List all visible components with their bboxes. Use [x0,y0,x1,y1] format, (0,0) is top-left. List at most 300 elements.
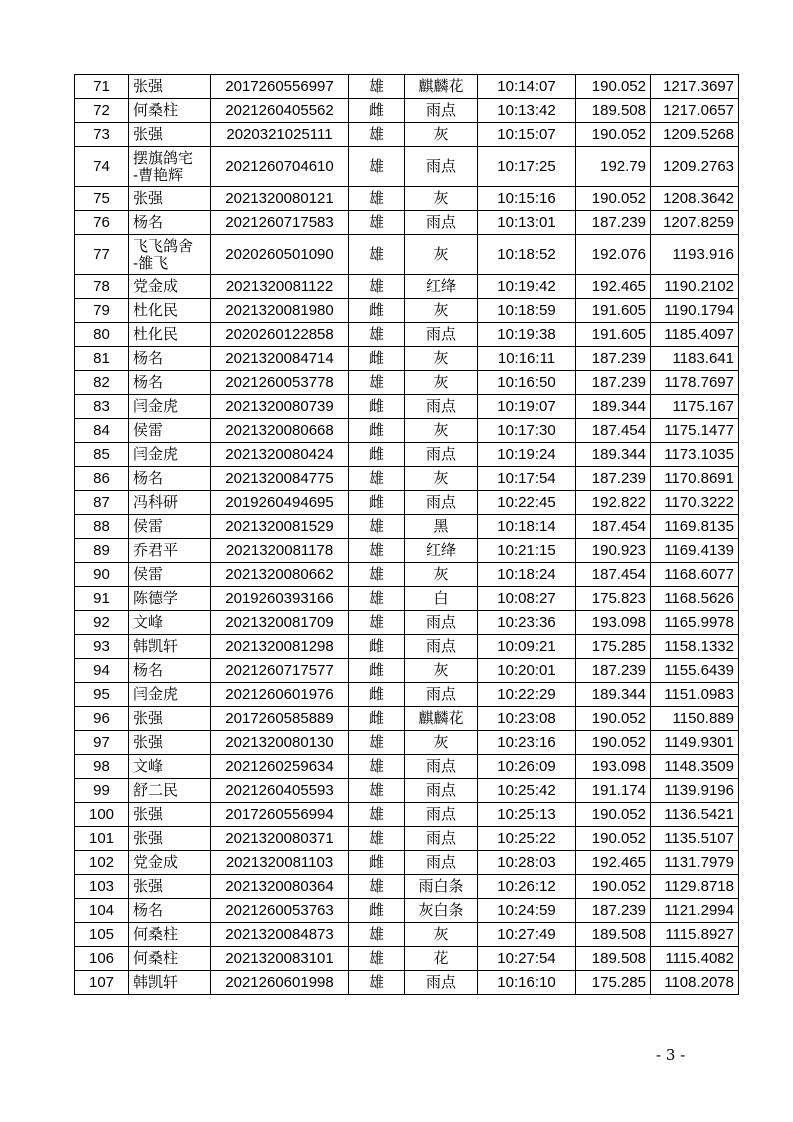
rank-cell: 104 [75,899,129,923]
table-row [75,923,739,947]
rank-cell: 80 [75,323,129,347]
ring-number-cell: 2019260393166 [211,587,349,611]
arrival-time-cell: 10:17:30 [478,419,576,443]
speed-cell: 1158.1332 [651,635,739,659]
table-row [75,635,739,659]
owner-name-cell: 张强 [129,187,211,211]
sex-cell: 雌 [349,443,405,467]
table-row [75,275,739,299]
ring-number-cell: 2021320081178 [211,539,349,563]
sex-cell: 雌 [349,347,405,371]
arrival-time-cell: 10:17:54 [478,467,576,491]
feather-color-cell: 花 [405,947,478,971]
feather-color-cell: 灰 [405,299,478,323]
page-number: - 3 - [656,1046,686,1064]
owner-name-cell: 飞飞鸽舍 -雒飞 [129,235,211,275]
table-row [75,515,739,539]
rank-cell: 100 [75,803,129,827]
arrival-time-cell: 10:13:42 [478,99,576,123]
arrival-time-cell: 10:21:15 [478,539,576,563]
sex-cell: 雌 [349,635,405,659]
sex-cell: 雄 [349,971,405,995]
table-row [75,659,739,683]
sex-cell: 雄 [349,235,405,275]
ring-number-cell: 2017260556997 [211,75,349,99]
table-row [75,299,739,323]
arrival-time-cell: 10:20:01 [478,659,576,683]
rank-cell: 103 [75,875,129,899]
speed-cell: 1155.6439 [651,659,739,683]
owner-name-cell: 陈德学 [129,587,211,611]
rank-cell: 72 [75,99,129,123]
arrival-time-cell: 10:16:11 [478,347,576,371]
distance-cell: 175.823 [576,587,651,611]
speed-cell: 1209.2763 [651,147,739,187]
table-row [75,99,739,123]
results-table-body [75,75,739,995]
rank-cell: 86 [75,467,129,491]
sex-cell: 雄 [349,371,405,395]
speed-cell: 1169.8135 [651,515,739,539]
sex-cell: 雄 [349,731,405,755]
ring-number-cell: 2020321025111 [211,123,349,147]
distance-cell: 193.098 [576,755,651,779]
distance-cell: 190.052 [576,187,651,211]
feather-color-cell: 雨点 [405,755,478,779]
arrival-time-cell: 10:24:59 [478,899,576,923]
ring-number-cell: 2021320081980 [211,299,349,323]
rank-cell: 94 [75,659,129,683]
rank-cell: 96 [75,707,129,731]
feather-color-cell: 红绛 [405,275,478,299]
arrival-time-cell: 10:27:49 [478,923,576,947]
owner-name-cell: 闫金虎 [129,443,211,467]
owner-name-cell: 党金成 [129,851,211,875]
speed-cell: 1208.3642 [651,187,739,211]
speed-cell: 1139.9196 [651,779,739,803]
feather-color-cell: 灰 [405,371,478,395]
arrival-time-cell: 10:25:42 [478,779,576,803]
arrival-time-cell: 10:26:12 [478,875,576,899]
ring-number-cell: 2017260556994 [211,803,349,827]
ring-number-cell: 2021260053763 [211,899,349,923]
owner-name-cell: 冯科研 [129,491,211,515]
distance-cell: 192.465 [576,275,651,299]
feather-color-cell: 白 [405,587,478,611]
speed-cell: 1185.4097 [651,323,739,347]
owner-name-cell: 杨名 [129,899,211,923]
ring-number-cell: 2021320081709 [211,611,349,635]
distance-cell: 189.344 [576,395,651,419]
arrival-time-cell: 10:25:13 [478,803,576,827]
feather-color-cell: 灰 [405,123,478,147]
table-row [75,779,739,803]
owner-name-cell: 张强 [129,75,211,99]
arrival-time-cell: 10:16:10 [478,971,576,995]
arrival-time-cell: 10:19:24 [478,443,576,467]
sex-cell: 雌 [349,707,405,731]
feather-color-cell: 雨点 [405,211,478,235]
table-row [75,899,739,923]
ring-number-cell: 2019260494695 [211,491,349,515]
arrival-time-cell: 10:18:59 [478,299,576,323]
sex-cell: 雄 [349,211,405,235]
distance-cell: 187.239 [576,659,651,683]
ring-number-cell: 2021260405593 [211,779,349,803]
speed-cell: 1217.3697 [651,75,739,99]
owner-name-cell: 杨名 [129,211,211,235]
table-row [75,947,739,971]
feather-color-cell: 雨点 [405,851,478,875]
sex-cell: 雄 [349,187,405,211]
distance-cell: 187.239 [576,899,651,923]
speed-cell: 1207.8259 [651,211,739,235]
table-row [75,803,739,827]
owner-name-cell: 杜化民 [129,299,211,323]
feather-color-cell: 雨点 [405,611,478,635]
owner-name-cell: 张强 [129,731,211,755]
ring-number-cell: 2021320080662 [211,563,349,587]
ring-number-cell: 2021260601998 [211,971,349,995]
owner-name-cell: 侯雷 [129,419,211,443]
speed-cell: 1149.9301 [651,731,739,755]
sex-cell: 雄 [349,827,405,851]
feather-color-cell: 雨点 [405,779,478,803]
feather-color-cell: 灰 [405,923,478,947]
sex-cell: 雌 [349,659,405,683]
distance-cell: 189.344 [576,683,651,707]
table-row [75,491,739,515]
arrival-time-cell: 10:22:29 [478,683,576,707]
ring-number-cell: 2021320081103 [211,851,349,875]
owner-name-cell: 韩凯轩 [129,635,211,659]
rank-cell: 97 [75,731,129,755]
table-row [75,971,739,995]
feather-color-cell: 雨点 [405,147,478,187]
rank-cell: 87 [75,491,129,515]
owner-name-cell: 舒二民 [129,779,211,803]
rank-cell: 106 [75,947,129,971]
sex-cell: 雌 [349,851,405,875]
speed-cell: 1190.1794 [651,299,739,323]
owner-name-cell: 闫金虎 [129,395,211,419]
arrival-time-cell: 10:19:07 [478,395,576,419]
sex-cell: 雌 [349,491,405,515]
sex-cell: 雄 [349,539,405,563]
rank-cell: 91 [75,587,129,611]
speed-cell: 1190.2102 [651,275,739,299]
feather-color-cell: 灰 [405,235,478,275]
arrival-time-cell: 10:23:16 [478,731,576,755]
ring-number-cell: 2021260053778 [211,371,349,395]
distance-cell: 190.052 [576,875,651,899]
owner-name-cell: 文峰 [129,755,211,779]
table-row [75,563,739,587]
owner-name-cell: 张强 [129,803,211,827]
distance-cell: 192.465 [576,851,651,875]
distance-cell: 189.508 [576,923,651,947]
owner-name-cell: 闫金虎 [129,683,211,707]
table-row [75,467,739,491]
rank-cell: 75 [75,187,129,211]
feather-color-cell: 灰 [405,563,478,587]
speed-cell: 1129.8718 [651,875,739,899]
distance-cell: 175.285 [576,635,651,659]
ring-number-cell: 2021260704610 [211,147,349,187]
owner-name-cell: 张强 [129,707,211,731]
distance-cell: 187.239 [576,467,651,491]
distance-cell: 187.454 [576,515,651,539]
ring-number-cell: 2021320084873 [211,923,349,947]
owner-name-cell: 张强 [129,827,211,851]
arrival-time-cell: 10:18:14 [478,515,576,539]
ring-number-cell: 2021320081298 [211,635,349,659]
arrival-time-cell: 10:16:50 [478,371,576,395]
ring-number-cell: 2020260501090 [211,235,349,275]
table-row [75,731,739,755]
speed-cell: 1115.4082 [651,947,739,971]
speed-cell: 1183.641 [651,347,739,371]
table-row [75,875,739,899]
rank-cell: 78 [75,275,129,299]
distance-cell: 189.344 [576,443,651,467]
feather-color-cell: 灰 [405,659,478,683]
feather-color-cell: 雨点 [405,443,478,467]
speed-cell: 1150.889 [651,707,739,731]
sex-cell: 雄 [349,755,405,779]
arrival-time-cell: 10:17:25 [478,147,576,187]
owner-name-cell: 侯雷 [129,515,211,539]
speed-cell: 1170.8691 [651,467,739,491]
ring-number-cell: 2017260585889 [211,707,349,731]
owner-name-cell: 杨名 [129,371,211,395]
rank-cell: 101 [75,827,129,851]
table-row [75,211,739,235]
speed-cell: 1175.167 [651,395,739,419]
distance-cell: 191.174 [576,779,651,803]
table-row [75,147,739,187]
distance-cell: 175.285 [576,971,651,995]
distance-cell: 190.052 [576,827,651,851]
rank-cell: 74 [75,147,129,187]
ring-number-cell: 2021320084775 [211,467,349,491]
ring-number-cell: 2020260122858 [211,323,349,347]
sex-cell: 雄 [349,875,405,899]
speed-cell: 1170.3222 [651,491,739,515]
table-row [75,395,739,419]
distance-cell: 189.508 [576,947,651,971]
distance-cell: 190.052 [576,75,651,99]
distance-cell: 192.79 [576,147,651,187]
feather-color-cell: 麒麟花 [405,707,478,731]
table-row [75,827,739,851]
rank-cell: 85 [75,443,129,467]
sex-cell: 雄 [349,147,405,187]
sex-cell: 雄 [349,323,405,347]
distance-cell: 190.052 [576,707,651,731]
distance-cell: 187.454 [576,563,651,587]
distance-cell: 190.052 [576,803,651,827]
speed-cell: 1168.5626 [651,587,739,611]
distance-cell: 190.052 [576,731,651,755]
table-row [75,371,739,395]
feather-color-cell: 雨点 [405,971,478,995]
table-row [75,235,739,275]
sex-cell: 雌 [349,395,405,419]
sex-cell: 雄 [349,587,405,611]
speed-cell: 1115.8927 [651,923,739,947]
feather-color-cell: 灰 [405,731,478,755]
arrival-time-cell: 10:26:09 [478,755,576,779]
speed-cell: 1121.2994 [651,899,739,923]
table-row [75,187,739,211]
sex-cell: 雄 [349,75,405,99]
rank-cell: 84 [75,419,129,443]
ring-number-cell: 2021260717577 [211,659,349,683]
rank-cell: 99 [75,779,129,803]
feather-color-cell: 雨点 [405,323,478,347]
rank-cell: 71 [75,75,129,99]
ring-number-cell: 2021260405562 [211,99,349,123]
table-row [75,683,739,707]
feather-color-cell: 灰 [405,467,478,491]
owner-name-cell: 张强 [129,875,211,899]
results-table [74,74,739,995]
arrival-time-cell: 10:18:24 [478,563,576,587]
ring-number-cell: 2021320080130 [211,731,349,755]
ring-number-cell: 2021320080364 [211,875,349,899]
ring-number-cell: 2021320080424 [211,443,349,467]
rank-cell: 105 [75,923,129,947]
distance-cell: 191.605 [576,323,651,347]
speed-cell: 1209.5268 [651,123,739,147]
sex-cell: 雄 [349,515,405,539]
ring-number-cell: 2021320084714 [211,347,349,371]
feather-color-cell: 雨点 [405,683,478,707]
arrival-time-cell: 10:13:01 [478,211,576,235]
speed-cell: 1135.5107 [651,827,739,851]
arrival-time-cell: 10:22:45 [478,491,576,515]
arrival-time-cell: 10:19:42 [478,275,576,299]
ring-number-cell: 2021260601976 [211,683,349,707]
rank-cell: 98 [75,755,129,779]
rank-cell: 92 [75,611,129,635]
owner-name-cell: 何桑柱 [129,947,211,971]
sex-cell: 雄 [349,275,405,299]
arrival-time-cell: 10:19:38 [478,323,576,347]
table-row [75,851,739,875]
speed-cell: 1165.9978 [651,611,739,635]
rank-cell: 88 [75,515,129,539]
speed-cell: 1173.1035 [651,443,739,467]
arrival-time-cell: 10:18:52 [478,235,576,275]
owner-name-cell: 杨名 [129,347,211,371]
owner-name-cell: 摆旗鸽宅 -曹艳辉 [129,147,211,187]
distance-cell: 192.822 [576,491,651,515]
sex-cell: 雌 [349,299,405,323]
feather-color-cell: 灰白条 [405,899,478,923]
speed-cell: 1175.1477 [651,419,739,443]
table-row [75,611,739,635]
speed-cell: 1136.5421 [651,803,739,827]
feather-color-cell: 黑 [405,515,478,539]
rank-cell: 83 [75,395,129,419]
rank-cell: 77 [75,235,129,275]
arrival-time-cell: 10:15:16 [478,187,576,211]
table-row [75,347,739,371]
speed-cell: 1108.2078 [651,971,739,995]
arrival-time-cell: 10:27:54 [478,947,576,971]
owner-name-cell: 张强 [129,123,211,147]
distance-cell: 192.076 [576,235,651,275]
ring-number-cell: 2021260717583 [211,211,349,235]
feather-color-cell: 雨点 [405,635,478,659]
speed-cell: 1151.0983 [651,683,739,707]
owner-name-cell: 何桑柱 [129,99,211,123]
feather-color-cell: 麒麟花 [405,75,478,99]
rank-cell: 95 [75,683,129,707]
arrival-time-cell: 10:23:08 [478,707,576,731]
distance-cell: 193.098 [576,611,651,635]
arrival-time-cell: 10:25:22 [478,827,576,851]
table-row [75,75,739,99]
distance-cell: 187.239 [576,347,651,371]
owner-name-cell: 何桑柱 [129,923,211,947]
ring-number-cell: 2021320080121 [211,187,349,211]
speed-cell: 1148.3509 [651,755,739,779]
rank-cell: 102 [75,851,129,875]
rank-cell: 107 [75,971,129,995]
sex-cell: 雄 [349,467,405,491]
owner-name-cell: 杨名 [129,467,211,491]
feather-color-cell: 雨点 [405,99,478,123]
rank-cell: 79 [75,299,129,323]
distance-cell: 189.508 [576,99,651,123]
owner-name-cell: 侯雷 [129,563,211,587]
rank-cell: 93 [75,635,129,659]
feather-color-cell: 雨白条 [405,875,478,899]
owner-name-cell: 杨名 [129,659,211,683]
arrival-time-cell: 10:28:03 [478,851,576,875]
table-row [75,587,739,611]
sex-cell: 雌 [349,683,405,707]
ring-number-cell: 2021320081122 [211,275,349,299]
rank-cell: 81 [75,347,129,371]
owner-name-cell: 文峰 [129,611,211,635]
table-row [75,123,739,147]
sex-cell: 雌 [349,99,405,123]
table-row [75,539,739,563]
speed-cell: 1217.0657 [651,99,739,123]
feather-color-cell: 雨点 [405,827,478,851]
speed-cell: 1168.6077 [651,563,739,587]
feather-color-cell: 雨点 [405,803,478,827]
distance-cell: 187.239 [576,371,651,395]
owner-name-cell: 韩凯轩 [129,971,211,995]
arrival-time-cell: 10:15:07 [478,123,576,147]
owner-name-cell: 乔君平 [129,539,211,563]
arrival-time-cell: 10:08:27 [478,587,576,611]
rank-cell: 89 [75,539,129,563]
table-row [75,323,739,347]
table-row [75,443,739,467]
feather-color-cell: 红绛 [405,539,478,563]
ring-number-cell: 2021320081529 [211,515,349,539]
owner-name-cell: 党金成 [129,275,211,299]
distance-cell: 191.605 [576,299,651,323]
table-row [75,755,739,779]
sex-cell: 雄 [349,923,405,947]
